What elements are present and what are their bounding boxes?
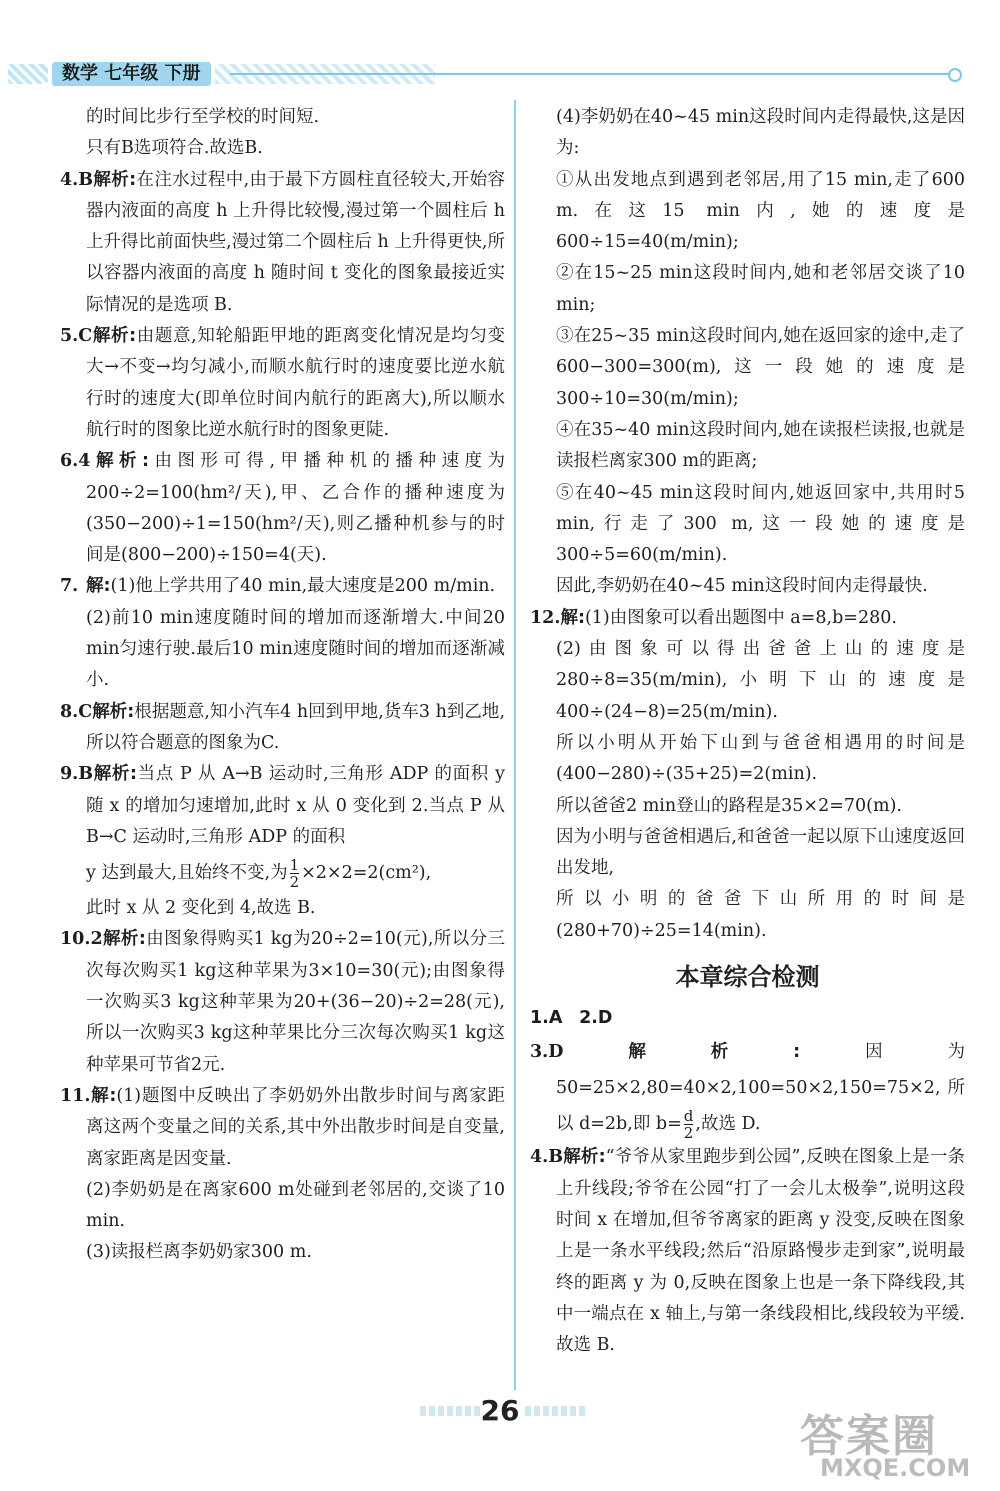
answer-keyword: 解: bbox=[86, 576, 111, 597]
answer-number: 12. bbox=[530, 607, 561, 628]
answer-12 bbox=[530, 603, 965, 634]
answer-text: 因为50=25×2,80=40×2,100=50×2,150=75×2,所以 d=2b,即 b= bbox=[556, 1042, 966, 1135]
left-column bbox=[60, 102, 505, 1269]
answer-number: 1.A bbox=[530, 1008, 563, 1029]
fraction bbox=[290, 857, 300, 890]
answer-text: 当点 P 从 A→B 运动时,三角形 ADP 的面积 y 随 x 的增加匀速增加,此时 x 从 0 变化到 2.当点 P 从 B→C 运动时,三角形 ADP 的面积 bbox=[86, 764, 505, 847]
answer-text: (1)由图象可以看出题图中 a=8,b=280. bbox=[584, 607, 897, 628]
answer-11-part: (4)李奶奶在40~45 min这段时间内走得最快,这是因为: bbox=[556, 107, 965, 159]
answer-12-part: (2)由图象可以得出爸爸上山的速度是280÷8=35(m/min),小明下山的速度是400÷(24−8)=25(m/min). bbox=[556, 639, 965, 722]
watermark-logo bbox=[800, 1400, 990, 1485]
watermark-text: 答案圈 bbox=[800, 1411, 938, 1462]
answer-5 bbox=[60, 321, 505, 446]
answer-text: (1)题图中反映出了李奶奶外出散步时间与离家距离这两个变量之间的关系,其中外出散步时间是自变量,离家距离是因变量. bbox=[86, 1085, 505, 1169]
answer-12-part: 所以小明从开始下山到与爸爸相遇用的时间是(400−280)÷(35+25)=2(min). bbox=[556, 732, 965, 785]
answer-9-line bbox=[60, 853, 505, 893]
answer-11-part: (2)李奶奶是在离家600 m处碰到老邻居的,交谈了10 min. bbox=[86, 1179, 505, 1232]
answer-9 bbox=[60, 759, 505, 853]
answer-number: 4.B bbox=[60, 169, 94, 190]
answer-8 bbox=[60, 697, 505, 760]
fraction-numerator: 1 bbox=[289, 856, 300, 875]
answer-number: 7. bbox=[60, 576, 79, 597]
answer-keyword: 解析: bbox=[93, 764, 137, 785]
fraction-numerator: d bbox=[683, 1107, 694, 1126]
answer-text: 由图象得购买1 kg为20÷2=10(元),所以分三次每次购买1 kg这种苹果为3×10=30(元);由图象得一次购买3 kg这种苹果为20+(36−20)÷2=28(元),所以一次购买3 kg这种苹果比分三次每次购买1 kg这种苹果可节省2元. bbox=[86, 929, 506, 1075]
answer-text: 在注水过程中,由于最下方圆柱直径较大,开始容器内液面的高度 h 上升得比较慢,漫过第一个圆柱后 h 上升得比前面快些,漫过第二个圆柱后 h 上升得更快,所以容器内液面的高度 h 随时间 t 变化的图象最接近实际情况的是选项 B. bbox=[86, 169, 506, 315]
answer-11 bbox=[60, 1081, 505, 1175]
footer-decoration-right bbox=[525, 1406, 585, 1416]
answer-11-part: (3)读报栏离李奶奶家300 m. bbox=[86, 1242, 312, 1263]
answer-11-step: ②在15~25 min这段时间内,她和老邻居交谈了10 min; bbox=[556, 263, 965, 315]
answer-number: 10.2 bbox=[60, 929, 103, 950]
answer-1-2 bbox=[530, 1003, 965, 1034]
fraction-denominator: 2 bbox=[683, 1124, 694, 1143]
answer-10 bbox=[60, 924, 505, 1080]
answer-number: 8.C bbox=[60, 701, 93, 722]
answer-keyword: 解析: bbox=[102, 929, 146, 950]
answer-keyword: 解: bbox=[560, 607, 585, 628]
answer-keyword: 解析: bbox=[563, 1042, 801, 1063]
answer-number: 9.B bbox=[60, 764, 94, 785]
answer-11-step: ③在25~35 min这段时间内,她在返回家的途中,走了600−300=300(m),这一段她的速度是300÷10=30(m/min); bbox=[556, 326, 965, 409]
footer-decoration-left bbox=[420, 1406, 480, 1416]
answer-6 bbox=[60, 446, 505, 571]
answer-keyword: 解析: bbox=[563, 1147, 606, 1168]
answer-text: (1)他上学共用了40 min,最大速度是200 m/min. bbox=[110, 576, 496, 597]
answer-9-line: 此时 x 从 2 变化到 4,故选 B. bbox=[86, 898, 316, 919]
answer-11-step: ⑤在40~45 min这段时间内,她返回家中,共用时5 min,行走了300 m,这一段她的速度是300÷5=60(m/min). bbox=[556, 482, 965, 566]
answer-7-part: (2)前10 min速度随时间的增加而逐渐增大.中间20 min匀速行驶.最后10 min速度随时间的增加而逐渐减小. bbox=[86, 607, 505, 691]
section-title: 本章综合检测 bbox=[675, 963, 820, 992]
answer-number: 2.D bbox=[579, 1008, 613, 1029]
answer-3 bbox=[530, 1034, 965, 1142]
answer-11-conclusion: 因此,李奶奶在40~45 min这段时间内走得最快. bbox=[556, 576, 928, 597]
answer-number: 3.D bbox=[530, 1042, 564, 1063]
page-number: 26 bbox=[480, 1394, 520, 1427]
answer-text: ,故选 D. bbox=[695, 1114, 761, 1135]
header-title: 数学 七年级 下册 bbox=[52, 62, 211, 86]
page-header bbox=[0, 0, 1000, 90]
answer-number: 5.C bbox=[60, 326, 93, 347]
answer-12-part: 因为小明与爸爸相遇后,和爸爸一起以原下山速度返回出发地, bbox=[556, 826, 965, 879]
answer-11-step: ①从出发地点到遇到老邻居,用了15 min,走了600 m.在这15 min内,她的速度是600÷15=40(m/min); bbox=[556, 169, 965, 253]
right-column bbox=[530, 102, 965, 1361]
answer-7 bbox=[60, 571, 505, 602]
header-rule bbox=[230, 73, 950, 75]
answer-12-part: 所以爸爸2 min登山的路程是35×2=70(m). bbox=[556, 795, 902, 816]
watermark-url: MXQE.COM bbox=[820, 1454, 971, 1482]
answer-number: 11. bbox=[60, 1085, 91, 1106]
answer-text: “爷爷从家里跑步到公园”,反映在图象上是一条上升线段;爷爷在公园“打了一会儿太极拳”,说明这段时间 x 在增加,但爷爷离家的距离 y 没变,反映在图象上是一条水平线段;然后“沿原路慢步走到家”,说明最终的距离 y 为 0,反映在图象上也是一条下降线段,其中一端点在 x 轴上,与第一条线段相比,线段较为平缓.故选 B. bbox=[556, 1147, 965, 1356]
answer-12-part: 所以小明的爸爸下山所用的时间是(280+70)÷25=14(min). bbox=[556, 889, 965, 941]
header-dot-icon bbox=[948, 68, 962, 82]
answer-text: 由图形可得,甲播种机的播种速度为200÷2=100(hm²/天),甲、乙合作的播种速度为(350−200)÷1=150(hm²/天),则乙播种机参与的时间是(800−200)÷150=4(天). bbox=[86, 451, 506, 566]
fraction bbox=[684, 1108, 694, 1141]
header-decoration-left bbox=[8, 64, 48, 84]
text-line: 的时间比步行至学校的时间短. bbox=[86, 107, 320, 127]
answer-keyword: 解析: bbox=[90, 451, 149, 472]
answer-keyword: 解析: bbox=[92, 701, 135, 722]
answer-keyword: 解析: bbox=[92, 326, 137, 347]
answer-text: y 达到最大,且始终不变,为 bbox=[86, 863, 288, 884]
answer-number: 4.B bbox=[530, 1147, 564, 1168]
text-line: 只有B选项符合.故选B. bbox=[86, 138, 263, 159]
answer-4 bbox=[60, 165, 505, 321]
answer-11-step: ④在35~40 min这段时间内,她在读报栏读报,也就是读报栏离家300 m的距离; bbox=[556, 419, 965, 472]
answer-keyword: 解: bbox=[90, 1085, 117, 1106]
answer-4-review bbox=[530, 1142, 965, 1361]
column-divider bbox=[514, 100, 516, 1390]
fraction-denominator: 2 bbox=[289, 873, 300, 892]
answer-text: 根据题意,知小汽车4 h回到甲地,货车3 h到乙地,所以符合题意的图象为C. bbox=[86, 701, 506, 753]
answer-text: ×2×2=2(cm²), bbox=[301, 863, 432, 884]
answer-text: 由题意,知轮船距甲地的距离变化情况是均匀变大→不变→均匀减小,而顺水航行时的速度要比逆水航行时的速度大(即单位时间内航行的距离大),所以顺水航行时的图象比逆水航行时的图象更陡. bbox=[86, 326, 506, 440]
answer-keyword: 解析: bbox=[93, 169, 137, 190]
answer-number: 6.4 bbox=[60, 451, 91, 472]
